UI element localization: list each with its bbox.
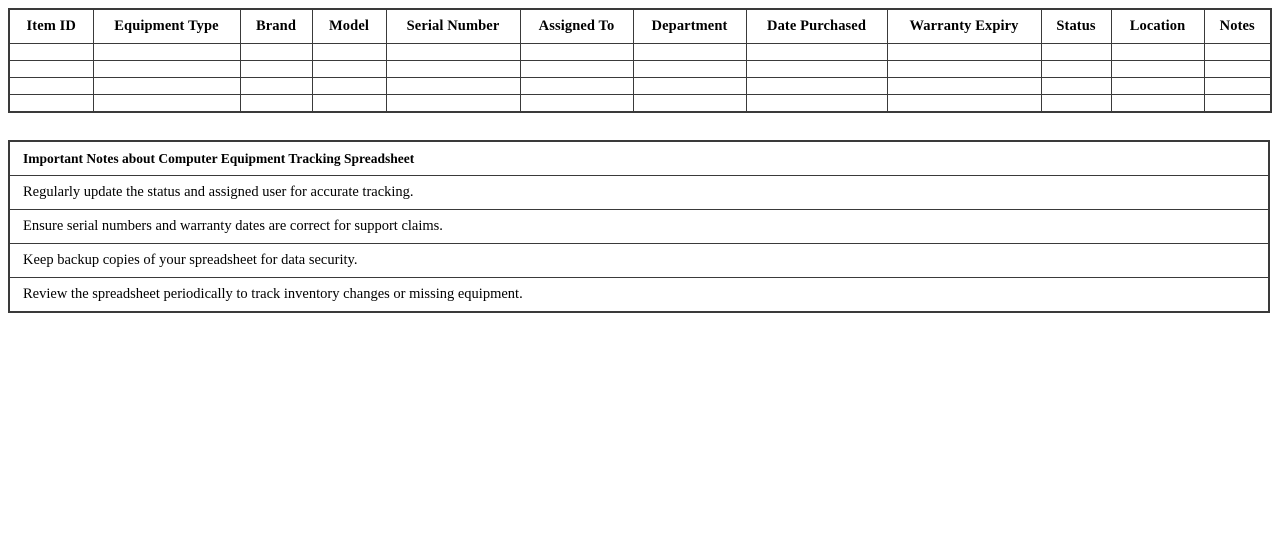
- cell-location[interactable]: [1111, 61, 1204, 78]
- equipment-table-body: [9, 44, 1271, 113]
- list-item: [9, 244, 1269, 278]
- cell-date-purchased[interactable]: [746, 95, 887, 113]
- cell-item-id[interactable]: [9, 44, 93, 61]
- cell-notes[interactable]: [1204, 78, 1271, 95]
- cell-department[interactable]: [633, 44, 746, 61]
- cell-status[interactable]: [1041, 44, 1111, 61]
- equipment-tracking-table: [8, 8, 1272, 113]
- note-line-2: Ensure serial numbers and warranty dates are correct for support claims.: [9, 210, 1269, 244]
- cell-model[interactable]: [312, 61, 386, 78]
- cell-brand[interactable]: [240, 44, 312, 61]
- cell-equipment-type[interactable]: [93, 95, 240, 113]
- cell-status[interactable]: [1041, 95, 1111, 113]
- cell-item-id[interactable]: [9, 78, 93, 95]
- cell-brand[interactable]: [240, 61, 312, 78]
- table-row[interactable]: [9, 78, 1271, 95]
- cell-serial-number[interactable]: [386, 78, 520, 95]
- column-header-serial-number: Serial Number: [386, 9, 520, 44]
- cell-model[interactable]: [312, 78, 386, 95]
- list-item: [9, 210, 1269, 244]
- cell-item-id[interactable]: [9, 61, 93, 78]
- cell-location[interactable]: [1111, 78, 1204, 95]
- cell-brand[interactable]: [240, 78, 312, 95]
- cell-warranty-expiry[interactable]: [887, 61, 1041, 78]
- cell-brand[interactable]: [240, 95, 312, 113]
- table-row[interactable]: [9, 95, 1271, 113]
- cell-warranty-expiry[interactable]: [887, 44, 1041, 61]
- column-header-warranty-expiry: Warranty Expiry: [887, 9, 1041, 44]
- cell-assigned-to[interactable]: [520, 78, 633, 95]
- cell-status[interactable]: [1041, 61, 1111, 78]
- cell-department[interactable]: [633, 78, 746, 95]
- cell-date-purchased[interactable]: [746, 78, 887, 95]
- table-row[interactable]: [9, 44, 1271, 61]
- cell-model[interactable]: [312, 44, 386, 61]
- column-header-equipment-type: Equipment Type: [93, 9, 240, 44]
- cell-assigned-to[interactable]: [520, 44, 633, 61]
- cell-department[interactable]: [633, 95, 746, 113]
- cell-model[interactable]: [312, 95, 386, 113]
- cell-date-purchased[interactable]: [746, 61, 887, 78]
- note-line-1: Regularly update the status and assigned user for accurate tracking.: [9, 176, 1269, 210]
- list-item: [9, 176, 1269, 210]
- cell-serial-number[interactable]: [386, 44, 520, 61]
- important-notes-body: [9, 141, 1269, 312]
- column-header-item-id: Item ID: [9, 9, 93, 44]
- column-header-model: Model: [312, 9, 386, 44]
- cell-serial-number[interactable]: [386, 95, 520, 113]
- column-header-status: Status: [1041, 9, 1111, 44]
- cell-serial-number[interactable]: [386, 61, 520, 78]
- important-notes-table: [8, 140, 1270, 313]
- note-line-4: Review the spreadsheet periodically to track inventory changes or missing equipment.: [9, 278, 1269, 313]
- important-notes-container: [8, 140, 1270, 313]
- equipment-tracking-table-container: [8, 8, 1270, 113]
- cell-status[interactable]: [1041, 78, 1111, 95]
- notes-heading-row: [9, 141, 1269, 176]
- column-header-notes: Notes: [1204, 9, 1271, 44]
- column-header-brand: Brand: [240, 9, 312, 44]
- cell-equipment-type[interactable]: [93, 44, 240, 61]
- cell-notes[interactable]: [1204, 95, 1271, 113]
- cell-date-purchased[interactable]: [746, 44, 887, 61]
- cell-assigned-to[interactable]: [520, 61, 633, 78]
- cell-location[interactable]: [1111, 95, 1204, 113]
- notes-panel-title: Important Notes about Computer Equipment Tracking Spreadsheet: [9, 141, 1269, 176]
- cell-location[interactable]: [1111, 44, 1204, 61]
- cell-department[interactable]: [633, 61, 746, 78]
- cell-assigned-to[interactable]: [520, 95, 633, 113]
- cell-warranty-expiry[interactable]: [887, 78, 1041, 95]
- note-line-3: Keep backup copies of your spreadsheet for data security.: [9, 244, 1269, 278]
- header-row: [9, 9, 1271, 44]
- list-item: [9, 278, 1269, 313]
- column-header-assigned-to: Assigned To: [520, 9, 633, 44]
- column-header-location: Location: [1111, 9, 1204, 44]
- column-header-date-purchased: Date Purchased: [746, 9, 887, 44]
- cell-equipment-type[interactable]: [93, 61, 240, 78]
- cell-warranty-expiry[interactable]: [887, 95, 1041, 113]
- cell-notes[interactable]: [1204, 61, 1271, 78]
- cell-equipment-type[interactable]: [93, 78, 240, 95]
- cell-notes[interactable]: [1204, 44, 1271, 61]
- equipment-table-header: [9, 9, 1271, 44]
- table-row[interactable]: [9, 61, 1271, 78]
- column-header-department: Department: [633, 9, 746, 44]
- cell-item-id[interactable]: [9, 95, 93, 113]
